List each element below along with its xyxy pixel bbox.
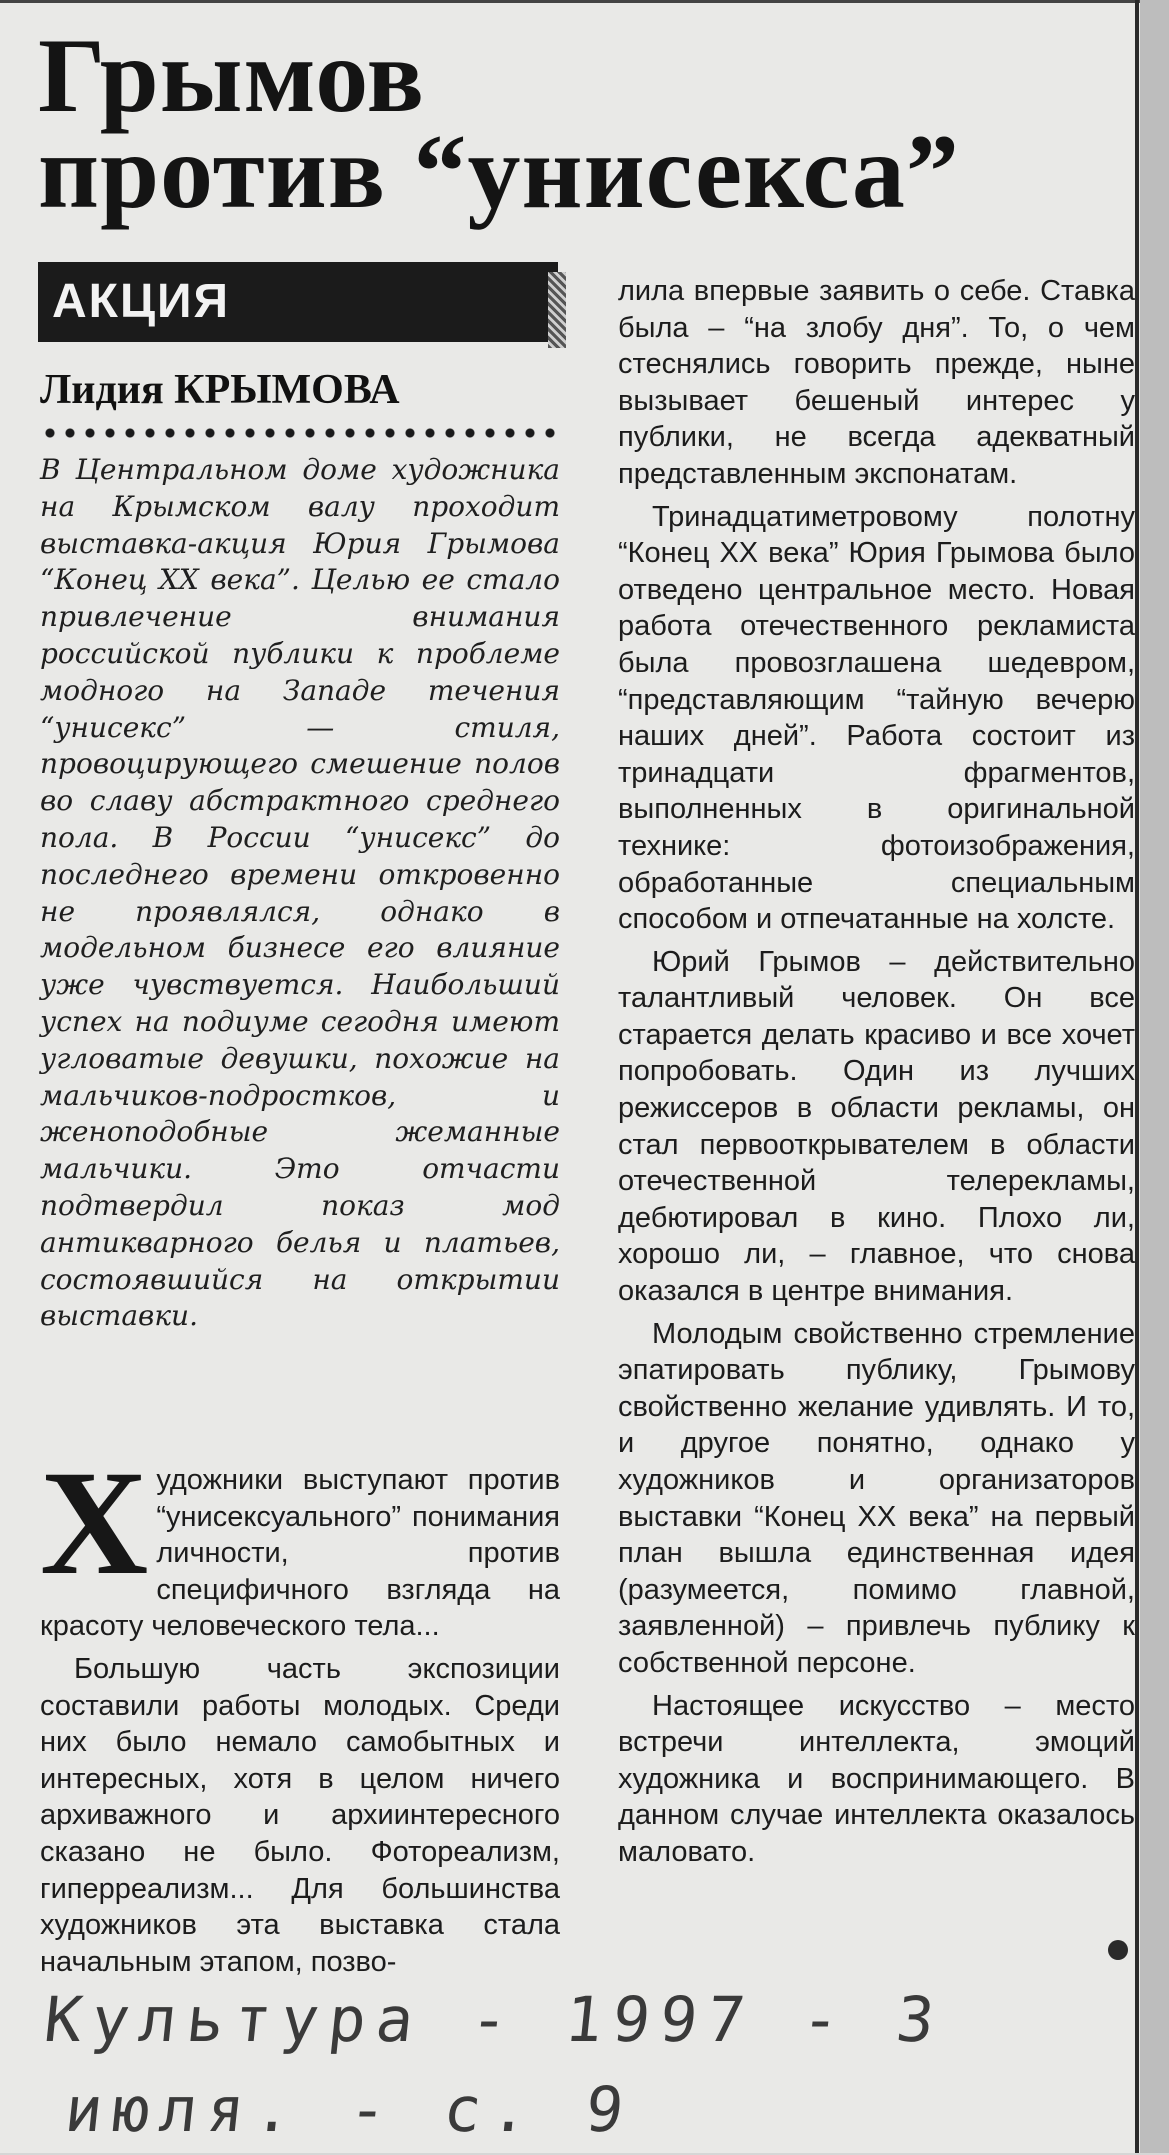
- page-edge-line: [1135, 0, 1139, 2153]
- handwritten-line-1: Культура - 1997 - 3: [40, 1983, 948, 2056]
- paragraph: лила впервые заявить о себе. Ставка была – “на злобу дня”. То, о чем стеснялись говорить прежде, ныне вызывает бешеный интерес у публики, не всегда адекватный представленным экспонатам.: [618, 275, 1135, 490]
- headline-line-1: Грымов: [38, 17, 425, 134]
- page-edge: [1140, 0, 1169, 2153]
- handwritten-line-2: июля. - с. 9: [61, 2073, 638, 2146]
- body-column-left: [40, 1440, 560, 1986]
- rubric-label: АКЦИЯ: [38, 262, 558, 342]
- rubric-shadow: [548, 272, 566, 348]
- lede-paragraph: [40, 452, 560, 1335]
- top-rule: [0, 0, 1150, 3]
- paragraph: Большую часть экспозиции составили работы молодых. Среди них было немало самобытных и интересных, хотя в целом ничего архиважного и архиинтересного сказано не было. Фотореализм, гиперреализм... Для большинства художников эта выставка стала начальным этапом, позво-: [40, 1652, 560, 1978]
- headline-line-2: против “унисекса”: [38, 113, 960, 230]
- handwritten-citation: [31, 1975, 1050, 2155]
- lede-text: В Центральном доме художника на Крымском валу проходит выставка-акция Юрия Грымова “Конец XX века”. Целью ее стало привлечение внимания российской публики к проблеме модного на Западе течения “унисекс” — стиля, провоцирующего смешение полов во славу абстрактного среднего пола. В России “унисекс” до последнего времени откровенно не проявлялся, однако в модельном бизнесе его влияние уже чувствуется. Наибольший успех на подиуме сегодня имеют угловатые девушки, похожие на мальчиков-подростков, и женоподобные жеманные мальчики. Это отчасти подтвердил показ мод антикварного белья и платьев, состоявшийся на открытии выставки.: [40, 453, 560, 1333]
- end-of-article-mark: [1108, 1940, 1128, 1960]
- paragraph: Настоящее искусство – место встречи интеллекта, эмоций художника и воспринимающего. В данном случае интеллекта оказалось маловато.: [618, 1689, 1135, 1868]
- paragraph: Молодым свойственно стремление эпатировать публику, Грымову свойственно желание удивлять. И то, и другое понятно, однако у художников и организаторов выставки “Конец XX века” на первый план вышла единственная идея (разумеется, помимо главной, заявленной) – привлечь публику к собственной персоне.: [618, 1317, 1135, 1679]
- article-headline: [38, 17, 1118, 230]
- body-column-right: [618, 273, 1135, 1877]
- paragraph: Тринадцатиметровому полотну “Конец XX века” Юрия Грымова было отведено центральное место. Новая работа отечественного рекламиста была провозглашена шедевром, “представляющим “тайную вечерю наших дней”. Работа состоит из тринадцати фрагментов, выполненных в оригинальной технике: фотоизображения, обработанные специальным способом и отпечатанные на холсте.: [618, 500, 1135, 936]
- paragraph: Юрий Грымов – действительно талантливый человек. Он все старается делать красиво и все хочет попробовать. Один из лучших режиссеров в области рекламы, он стал первооткрывателем в области отечественной телерекламы, дебютировал в кино. Плохо ли, хорошо ли, – главное, что снова оказался в центре внимания.: [618, 945, 1135, 1308]
- author-byline: Лидия КРЫМОВА: [40, 367, 400, 413]
- paragraph-text: удожники выступают против “унисексуального” понимания личности, против специфичного взгляда на красоту человеческого тела...: [40, 1464, 560, 1643]
- dotted-divider: [40, 425, 560, 441]
- paragraph-with-dropcap: [40, 1440, 560, 1645]
- dropcap-letter: Х: [40, 1440, 149, 1606]
